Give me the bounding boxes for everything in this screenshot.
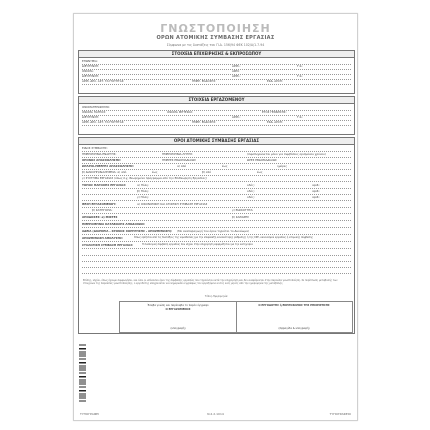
employee-name-field[interactable]: ΟΝΟΜΑΤΕΠΩΝΥΜΟ: (82, 105, 351, 111)
breaks-field[interactable]: β) ΔΙΑΚΟΠΗ/ΔΙΑΛΕΙΜΜΑ: α) από έως β) από έως (82, 170, 351, 176)
contract-type-field[interactable]: ΕΙΔΟΣ ΣΥΜΒΑΣΗΣ: (82, 146, 351, 152)
employee-address-field[interactable]: ΔΙΕΥΘΥΝΣΗ: ΑΡΙΘ.: Τ.Κ.: (82, 115, 351, 121)
footer-right: ΤΥΠΟΓΡΑΦΕΙΟ (329, 412, 351, 416)
company-field[interactable]: ΕΠΩΝΥΜΙΑ: (82, 59, 351, 65)
workplace-field-a[interactable]: ΤΟΠΟΣ ΠΑΡΟΧΗΣ ΕΡΓΑΣΙΑΣ: α) Πόλη: οδός: αριθ.: (82, 183, 351, 189)
place-date: Τόπος-Ημερομηνία: (204, 295, 229, 298)
work-time-field[interactable]: ΧΡΟΝΟΣ ΑΠΑΣΧΟΛΗΣΗΣ: ΗΜΕΡΕΣ ΕΒΔΟΜΑΔΙΑΙΩΣ ΩΡΕΣ ΕΒΔΟΜΑΔΙΑΙΩΣ (82, 158, 351, 164)
barcode (79, 344, 86, 402)
footer-left: ΤΥΠΟΓΡΑΦΕΙ (80, 412, 99, 416)
leave-field[interactable]: ΑΔΕΙΑ (ΔΙΑΡΚΕΙΑ - ΧΡΟΝΟΣ ΧΟΡΗΓΗΣΗΣ - ΑΠΟΖΗΜΙΩΣΗ): (Με αναπαραγωγή του όρου τηρείται το Δικαίωμα) (82, 229, 351, 235)
address-field[interactable]: ΔΙΕΥΘΥΝΣΗ: ΑΡΙΘ.: Τ.Κ.: (82, 64, 351, 70)
payday-field[interactable]: ΗΜΕΡΟΜΗΝΙΑ ΚΑΤΑΒΟΛΗΣ ΑΠΟΔΟΧΩΝ: (82, 222, 351, 228)
dismissal-field[interactable]: ΑΠΟΖΗΜΙΩΣΗ ΑΠΟΛΥΣΗΣ: Όπως ορίζεται από τις διατάξεις της νομοθεσίας (με την επιφύλαξη ευνοϊκότερης ρύθμισης) ή της ΣΣΕ, κανονισμού εργασίας ή ατομικής σύμβασης (82, 236, 351, 242)
parents-field[interactable]: ΟΝΟΜΑ ΠΑΤΡΟΣ: ΟΝΟΜΑ ΜΗΤΕΡΑΣ: ΕΤΟΣ ΓΕΝΝΗΣΗΣ: (82, 110, 351, 116)
terms-section (78, 137, 355, 334)
employer-section-title: ΣΤΟΙΧΕΙΑ ΕΠΙΧΕΙΡΗΣΗΣ & ΕΚΠΡΟΣΩΠΟΥ (79, 51, 354, 58)
legal-reference: Σύμφωνα με τις διατάξεις του Π.Δ. 156/94 ΦΕΚ 102/Α/1.7.94 (166, 43, 265, 47)
employer-signature[interactable]: Ο ΕΡΓΟΔΟΤΗΣ ή ΕΚΠΡΟΣΩΠΟΣ ΤΗΣ ΕΠΙΧΕΙΡΗΣΗΣ (σφραγίδα & υπογραφή) (258, 304, 330, 330)
rep-address-field[interactable]: ΔΙΕΥΘΥΝΣΗ: ΑΡΙΘ.: Τ.Κ.: (82, 74, 351, 80)
form-sheet (73, 13, 358, 421)
collective-field[interactable]: ΣΥΛΛΟΓΙΚΗ ΣΥΜΒΑΣΗ ΕΡΓΑΣΙΑΣ: Η συλλογική σύμβαση εργασίας που ισχύει στην επιχείρηση εφαρμόζεται για την κατηγορία (82, 243, 351, 249)
schedule-field[interactable]: ΩΡΑΡΙΟ-ΗΜΕΡΕΣ ΑΠΑΣΧΟΛΗΣΗΣ: α) Από έως ημέρες (82, 164, 351, 170)
workplace-field-b[interactable]: β) Πόλη: οδός: αριθ.: (82, 189, 351, 195)
employee-section-title: ΣΤΟΙΧΕΙΑ ΕΡΓΑΖΟΜΕΝΟΥ (79, 97, 354, 104)
fine-print: Επίσης, ισχύει, όπως έχουμε συμφωνήσει, και όλοι οι υπόλοιποι όροι της σύμβασης εργασίας που τηρούνται κατά την επιχείρηση και δεν αναφέρονται στην παρούσα γνωστοποίηση. Σε περίπτωση μεταβολής των στοιχείων της παρούσας γνωστοποίησης, ο εργοδότης υποχρεούται να ενημερώσει εγγράφως τον εργαζόμενο εντός ενός μηνός από την ημερομηνία της μεταβολής. (83, 279, 338, 285)
employee-signature[interactable]: Έλαβα γνώση και παρέλαβα το παρόν έγγραφο Ο ΕΡΓΑΖΟΜΕΝΟΣ (υπογραφή) (120, 302, 237, 332)
rep-id-field[interactable]: ΑΡΙΘ. ΔΕΛ. ΑΣΤ. ΤΑΥΤΟΤΗΤΑΣ: ΗΜΕΡ. ΕΚΔΟΣΗΣ: ΕΚΔ. ΑΡΧΗ: (82, 79, 351, 85)
pay-field[interactable]: ΑΠΟΔΟΧΕΣ: α) ΜΙΚΤΕΣ β) ΚΑΘΑΡΕΣ (82, 215, 351, 221)
category-field[interactable]: β) ΚΑΤΗΓΟΡΙΑ: γ) ΕΙΔΙΚΟΤΗΤΑ: (82, 208, 351, 214)
blank-line (82, 261, 351, 262)
position-field[interactable]: ΘΕΣΗ ΕΡΓΑΖΟΜΕΝΟΥ: α) ΟΙΚΟΝΟΜΙΚΗ ΚΑΙ ΑΤΟΜΙΚΗ ΣΥΜΒΑΣΗ ΕΡΓΑΣΙΑΣ (82, 202, 351, 208)
blank-line (82, 273, 351, 274)
employer-section (78, 50, 355, 94)
contract-dates-field[interactable]: ΗΜΕΡΟΜΗΝΙΑ ΕΝΑΡΞΗΣ: ΗΜΕΡΟΜΗΝΙΑ ΛΗΞΗΣ: (συμπληρώνεται μόνο για συμβάσεις ορισμένου χρόνου) (82, 152, 351, 158)
employee-section (78, 96, 355, 135)
terms-section-title: ΟΡΟΙ ΑΤΟΜΙΚΗΣ ΣΥΜΒΑΣΗΣ ΕΡΓΑΣΙΑΣ (79, 138, 354, 145)
blank-line (82, 267, 351, 268)
form-subtitle: ΟΡΩΝ ΑΤΟΜΙΚΗΣ ΣΥΜΒΑΣΗΣ ΕΡΓΑΣΙΑΣ (156, 35, 275, 41)
workplace-field-c[interactable]: γ) Πόλη: οδός: αριθ.: (82, 195, 351, 201)
form-title: ΓΝΩΣΤΟΠΟΙΗΣΗ (160, 22, 271, 35)
representative-field[interactable]: ΟΝΟΜΑ: ΑΦΜ: (82, 69, 351, 75)
signature-area (119, 301, 353, 333)
work-system-field[interactable]: γ) ΣΥΣΤΗΜΑ ΕΡΓΑΣΙΑΣ (όπως π.χ. θεωρημένο πρόγραμμα από την Επιθεώρηση Εργασίας) (82, 176, 351, 182)
footer-center: Ν.2.2.1014 (207, 412, 224, 416)
employee-id-field[interactable]: ΑΡΙΘ. ΔΕΛ. ΑΣΤ. ΤΑΥΤΟΤΗΤΑΣ: ΗΜΕΡ. ΕΚΔΟΣΗΣ: ΕΚΔ. ΑΡΧΗ: (82, 120, 351, 126)
blank-line (82, 255, 351, 256)
